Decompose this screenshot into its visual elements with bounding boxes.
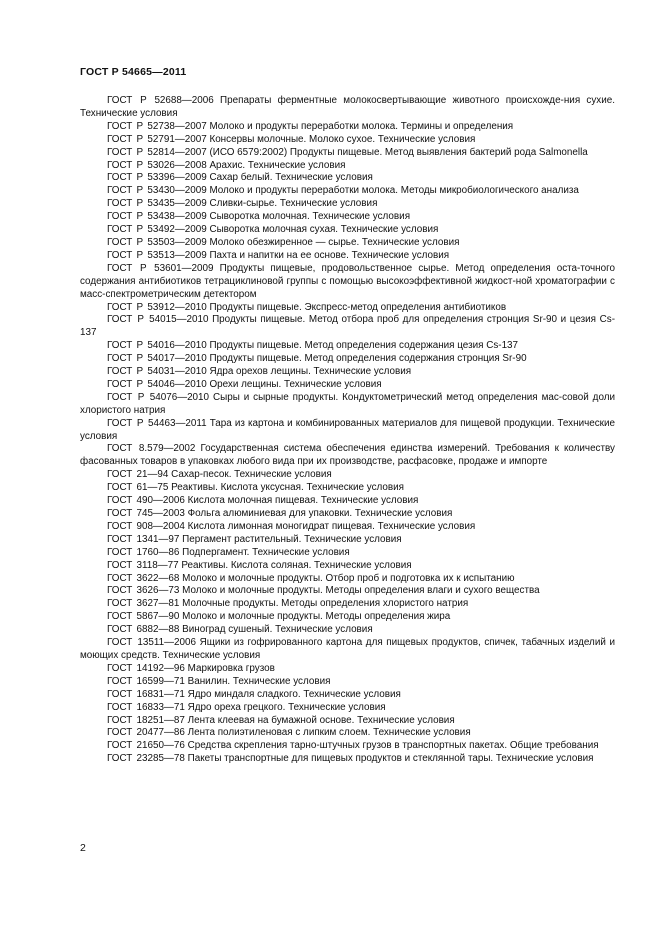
reference-item [80, 443, 615, 469]
reference-title: Ящики из гофрированного картона для пищевых продуктов, спичек, табачных изделий и моющих средств. Технические условия [80, 637, 615, 661]
reference-item [80, 314, 615, 340]
reference-title: Сахар белый. Технические условия [209, 172, 373, 184]
reference-code: ГОСТ Р 53026—2008 [107, 159, 207, 171]
reference-title: Фольга алюминиевая для упаковки. Технические условия [187, 508, 453, 519]
reference-title: Сыворотка молочная. Технические условия [209, 211, 411, 223]
reference-code: ГОСТ 5867—90 [107, 611, 180, 623]
reference-item [80, 302, 615, 315]
reference-title: Кислота молочная пищевая. Технические условия [187, 495, 419, 507]
reference-item [80, 547, 615, 560]
reference-item [80, 250, 615, 263]
reference-title: Арахис. Технические условия [209, 159, 346, 171]
reference-item [80, 340, 615, 353]
reference-item [80, 508, 615, 521]
reference-item [80, 753, 615, 766]
reference-item [80, 663, 615, 676]
reference-code: ГОСТ Р 53396—2009 [107, 172, 207, 184]
reference-title: Продукты пищевые. Метод определения содержания цезия Cs-137 [209, 340, 519, 352]
reference-title: Подпергамент. Технические условия [182, 546, 350, 558]
reference-code: ГОСТ Р 52738—2007 [107, 120, 207, 132]
reference-code: ГОСТ Р 53438—2009 [107, 211, 207, 223]
reference-item [80, 185, 615, 198]
reference-title: Консервы молочные. Молоко сухое. Технические условия [209, 133, 476, 145]
reference-title: Ванилин. Технические условия [187, 675, 331, 687]
reference-code: ГОСТ 3627—81 [107, 598, 180, 610]
reference-code: ГОСТ Р 52791—2007 [107, 133, 207, 145]
reference-code: ГОСТ Р 54017—2010 [107, 353, 207, 365]
reference-code: ГОСТ Р 54031—2010 [107, 366, 207, 378]
reference-code: ГОСТ Р 53435—2009 [107, 198, 207, 210]
reference-title: Сыворотка молочная сухая. Технические условия [209, 224, 439, 236]
reference-title: Пергамент растительный. Технические условия [182, 533, 402, 545]
reference-item [80, 95, 615, 121]
reference-title: (ИСО 6579:2002) Продукты пищевые. Метод выявления бактерий рода Salmonella [209, 146, 588, 158]
reference-code: ГОСТ Р 54076—2010 [107, 391, 210, 403]
reference-code: ГОСТ 16833—71 [107, 701, 185, 713]
reference-item [80, 715, 615, 728]
reference-item [80, 676, 615, 689]
reference-item [80, 379, 615, 392]
reference-item [80, 418, 615, 444]
reference-item [80, 121, 615, 134]
reference-title: Молоко и молочные продукты. Методы определения влаги и сухого вещества [182, 585, 540, 597]
reference-title: Тара из картона и комбинированных материалов для пищевой продукции. Технические условия [80, 417, 615, 442]
reference-title: Орехи лещины. Технические условия [209, 378, 382, 390]
reference-item [80, 637, 615, 663]
reference-title: Продукты пищевые. Метод определения содержания стронция Sr-90 [209, 353, 527, 365]
reference-item [80, 534, 615, 547]
reference-code: ГОСТ 6882—88 [107, 624, 180, 636]
reference-item [80, 353, 615, 366]
reference-title: Сахар-песок. Технические условия [171, 469, 332, 481]
reference-item [80, 469, 615, 482]
reference-item [80, 482, 615, 495]
reference-item [80, 495, 615, 508]
reference-code: ГОСТ Р 54016—2010 [107, 340, 207, 352]
page-number: 2 [80, 842, 86, 854]
reference-code: ГОСТ 1760—86 [107, 546, 180, 558]
reference-code: ГОСТ Р 54463—2011 [107, 417, 207, 429]
reference-title: Кислота лимонная моногидрат пищевая. Технические условия [187, 520, 476, 532]
reference-title: Сыры и сырные продукты. Кондуктометрический метод определения мас-совой доли хлористого натрия [80, 391, 615, 416]
normative-references-list [80, 95, 615, 766]
reference-title: Реактивы. Кислота соляная. Технические условия [181, 559, 412, 571]
reference-code: ГОСТ 3626—73 [107, 585, 180, 597]
reference-item [80, 521, 615, 534]
reference-title: Молоко и молочные продукты. Методы определения жира [182, 611, 451, 623]
reference-item [80, 573, 615, 586]
reference-title: Молоко и продукты переработки молока. Методы микробиологического анализа [209, 185, 579, 197]
reference-code: ГОСТ Р 54046—2010 [107, 378, 207, 390]
reference-item [80, 172, 615, 185]
reference-item [80, 198, 615, 211]
reference-code: ГОСТ 18251—87 [107, 714, 185, 726]
reference-item [80, 611, 615, 624]
reference-code: ГОСТ 8.579—2002 [107, 443, 196, 455]
reference-title: Молоко и молочные продукты. Отбор проб и подготовка их к испытанию [182, 572, 515, 584]
reference-item [80, 702, 615, 715]
reference-item [80, 224, 615, 237]
reference-code: ГОСТ 21—94 [107, 469, 169, 481]
reference-code: ГОСТ 23285—78 [107, 753, 185, 765]
reference-title: Ядро ореха грецкого. Технические условия [187, 701, 386, 713]
reference-title: Продукты пищевые. Метод отбора проб для определения стронция Sr-90 и цезия Cs-137 [80, 314, 615, 339]
reference-code: ГОСТ 21650—76 [107, 740, 185, 752]
reference-title: Ядро миндаля сладкого. Технические условия [187, 688, 401, 700]
reference-item [80, 263, 615, 302]
reference-title: Сливки-сырье. Технические условия [209, 198, 378, 210]
reference-title: Пакеты транспортные для пищевых продуктов и стеклянной тары. Технические условия [187, 753, 594, 765]
reference-code: ГОСТ 490—2006 [107, 495, 185, 507]
reference-title: Ядра орехов лещины. Технические условия [209, 366, 412, 378]
reference-title: Молоко обезжиренное — сырье. Технические условия [209, 236, 460, 248]
reference-title: Лента полиэтиленовая с липким слоем. Технические условия [187, 727, 471, 739]
reference-code: ГОСТ 3118—77 [107, 559, 179, 571]
reference-item [80, 366, 615, 379]
reference-title: Виноград сушеный. Технические условия [182, 624, 373, 636]
reference-title: Молочные продукты. Методы определения хлористого натрия [182, 598, 469, 610]
reference-item [80, 727, 615, 740]
reference-title: Средства скрепления тарно-штучных грузов в транспортных пакетах. Общие требования [187, 740, 599, 752]
page-header-title: ГОСТ Р 54665—2011 [80, 66, 187, 78]
reference-item [80, 585, 615, 598]
reference-code: ГОСТ 14192—96 [107, 662, 185, 674]
reference-code: ГОСТ 745—2003 [107, 508, 185, 519]
reference-item [80, 392, 615, 418]
reference-item [80, 689, 615, 702]
reference-code: ГОСТ 61—75 [107, 482, 169, 494]
reference-item [80, 740, 615, 753]
reference-item [80, 560, 615, 573]
reference-title: Реактивы. Кислота уксусная. Технические условия [171, 482, 404, 494]
reference-item [80, 160, 615, 173]
reference-title: Маркировка грузов [187, 662, 275, 674]
reference-item [80, 624, 615, 637]
reference-item [80, 134, 615, 147]
reference-code: ГОСТ Р 52814—2007 [107, 146, 207, 158]
reference-code: ГОСТ 3622—68 [107, 572, 180, 584]
reference-code: ГОСТ Р 52688—2006 [107, 95, 214, 106]
reference-item [80, 237, 615, 250]
reference-item [80, 211, 615, 224]
reference-code: ГОСТ Р 53430—2009 [107, 185, 207, 197]
reference-title: Продукты пищевые. Экспресс-метод определения антибиотиков [209, 301, 507, 313]
reference-title: Продукты пищевые, продовольственное сырье. Метод определения оста-точного содержания антибиотиков тетрациклиновой группы с помощью высокоэффективной жидкост-ной хроматографии с масс-спектрометрическим детектором [80, 262, 615, 300]
reference-code: ГОСТ 20477—86 [107, 727, 185, 739]
reference-code: ГОСТ Р 53513—2009 [107, 249, 207, 261]
reference-title: Молоко и продукты переработки молока. Термины и определения [209, 120, 514, 132]
reference-title: Пахта и напитки на ее основе. Технические условия [209, 249, 450, 261]
reference-code: ГОСТ 1341—97 [107, 533, 180, 545]
reference-code: ГОСТ Р 53503—2009 [107, 236, 207, 248]
reference-code: ГОСТ Р 53492—2009 [107, 224, 207, 236]
reference-title: Препараты ферментные молокосвертывающие животного происхожде-ния сухие. Технические условия [80, 95, 615, 119]
reference-title: Государственная система обеспечения единства измерений. Требования к количеству фасованных товаров в упаковках любого вида при их производстве, расфасовке, продаже и импорте [80, 443, 615, 468]
reference-item [80, 147, 615, 160]
reference-code: ГОСТ Р 53912—2010 [107, 301, 207, 313]
reference-code: ГОСТ 908—2004 [107, 520, 185, 532]
reference-code: ГОСТ 16599—71 [107, 675, 185, 687]
reference-code: ГОСТ Р 53601—2009 [107, 262, 214, 274]
reference-code: ГОСТ 13511—2006 [107, 637, 196, 649]
reference-code: ГОСТ 16831—71 [107, 688, 185, 700]
reference-title: Лента клеевая на бумажной основе. Технические условия [187, 714, 455, 726]
reference-code: ГОСТ Р 54015—2010 [107, 314, 209, 326]
reference-item [80, 598, 615, 611]
